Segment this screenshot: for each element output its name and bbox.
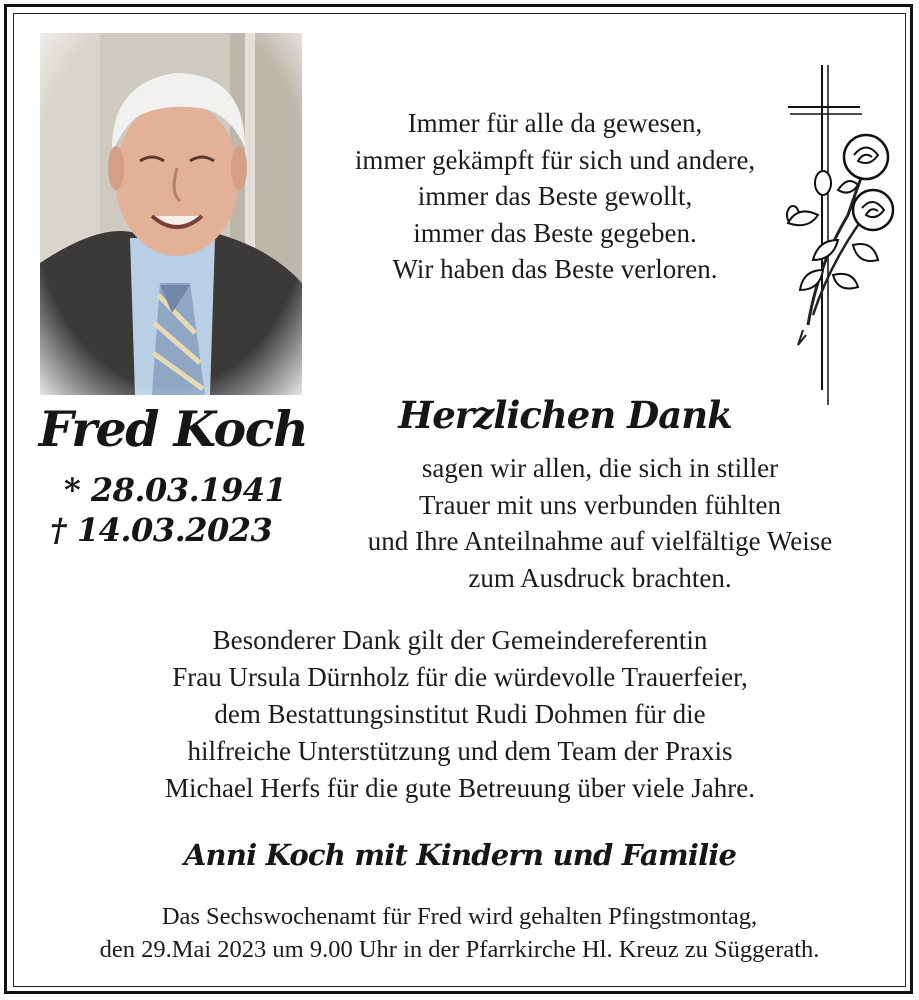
service-line: den 29.Mai 2023 um 9.00 Uhr in der Pfarrkirche Hl. Kreuz zu Süggerath.: [99, 936, 820, 963]
poem-line: Wir haben das Beste verloren.: [392, 254, 718, 284]
life-dates: [50, 470, 300, 550]
special-thanks-line: Besonderer Dank gilt der Gemeindereferentin: [212, 625, 708, 655]
thanks-text: [300, 450, 900, 596]
service-notice: [15, 900, 904, 966]
thanks-heading: Herzlichen Dank: [398, 393, 732, 437]
special-thanks-line: Frau Ursula Dürnholz für die würdevolle Trauerfeier,: [172, 662, 748, 692]
cross-with-roses-icon: [778, 65, 898, 414]
death-date: † 14.03.2023: [50, 511, 273, 549]
deceased-name: Fred Koch: [38, 400, 308, 458]
thanks-line: sagen wir allen, die sich in stiller: [421, 453, 779, 483]
portrait-photo: [40, 33, 302, 395]
poem-line: Immer für alle da gewesen,: [407, 108, 703, 138]
poem-line: immer gekämpft für sich und andere,: [354, 144, 756, 175]
thanks-line: Trauer mit uns verbunden fühlten: [419, 489, 781, 520]
special-thanks-text: [60, 622, 860, 807]
family-signature: Anni Koch mit Kindern und Familie: [183, 838, 737, 872]
thanks-line: zum Ausdruck brachten.: [468, 562, 732, 593]
birth-date: * 28.03.1941: [64, 471, 287, 509]
poem: [300, 105, 810, 288]
special-thanks-line: Michael Herfs für die gute Betreuung über viele Jahre.: [164, 773, 756, 803]
special-thanks-line: dem Bestattungsinstitut Rudi Dohmen für die: [214, 699, 706, 729]
special-thanks-line: hilfreiche Unterstützung und dem Team der Praxis: [187, 736, 733, 766]
thanks-line: und Ihre Anteilnahme auf vielfältige Weise: [367, 526, 833, 556]
service-line: Das Sechswochenamt für Fred wird gehalten Pfingstmontag,: [161, 903, 758, 930]
poem-line: immer das Beste gewollt,: [417, 181, 693, 211]
poem-line: immer das Beste gegeben.: [413, 217, 697, 248]
